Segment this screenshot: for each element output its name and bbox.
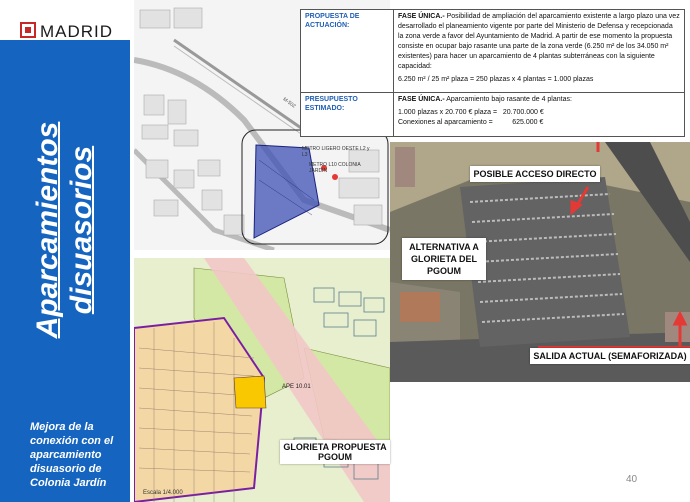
madrid-logo-icon: [20, 22, 36, 38]
slide-title: [6, 60, 124, 400]
budget-phase: FASE ÚNICA.-: [398, 96, 445, 103]
title-line-2: disuasorios: [65, 145, 98, 315]
logo-text: MADRID: [40, 22, 114, 41]
callout-glorieta: GLORIETA PROPUESTA PGOUM: [280, 440, 390, 464]
budget-label: PRESUPUESTO ESTIMADO:: [305, 96, 358, 112]
proposal-phase: FASE ÚNICA.-: [398, 13, 445, 20]
proposal-text: [398, 12, 680, 85]
ape-label: APE 10.01: [282, 384, 311, 390]
proposal-description: Posibilidad de ampliación del aparcamiento existente a largo plazo una vez desarrollado el planeamiento vigente por parte del Ministerio de Defensa y recepcionada la zona verde a favor del Ayuntamiento de Madrid. A partir de ese momento la propuesta consiste en ocupar bajo rasante una parte de la zona verde (6.250 m² de los 34.050 m² existentes) para hacer un aparcamiento de 4 plantas subterráneas con la siguiente capacidad:: [398, 13, 680, 70]
scale-label: Escala 1/4.000: [143, 490, 183, 496]
budget-line-2: Conexiones al aparcamiento = 625.000 €: [398, 119, 544, 126]
proposal-label: PROPUESTA DE ACTUACIÓN:: [305, 13, 360, 29]
slide-subtitle: Mejora de la conexión con el aparcamiento disuasorio de Colonia Jardín: [30, 421, 114, 489]
planning-map-drawing: [134, 258, 390, 502]
budget-line-1: 1.000 plazas x 20.700 € plaza = 20.700.000 €: [398, 109, 544, 116]
metro-ligero-label: METRO LIGERO OESTE L2 y L3: [302, 146, 370, 158]
budget-text: [398, 95, 680, 128]
proposal-table: [300, 9, 685, 137]
proposal-formula: 6.250 m² / 25 m² plaza = 250 plazas x 4 plantas = 1.000 plazas: [398, 76, 594, 83]
aerial-photo: [390, 142, 690, 382]
table-row-proposal: [301, 10, 684, 93]
callout-alternativa: ALTERNATIVA A GLORIETA DEL PGOUM: [402, 238, 486, 280]
budget-description: Aparcamiento bajo rasante de 4 plantas:: [444, 96, 572, 103]
page-number: 40: [626, 474, 638, 485]
title-line-1: Aparcamientos: [31, 121, 64, 339]
callout-acceso: POSIBLE ACCESO DIRECTO: [470, 166, 600, 182]
divider: [130, 0, 133, 502]
callout-salida: SALIDA ACTUAL (SEMAFORIZADA): [530, 348, 690, 364]
road-label: M-502: [281, 96, 297, 110]
planning-map: [134, 258, 390, 502]
table-row-budget: [301, 93, 684, 137]
metro-l10-label: METRO L10 COLONIA JARDÍN: [309, 162, 361, 174]
